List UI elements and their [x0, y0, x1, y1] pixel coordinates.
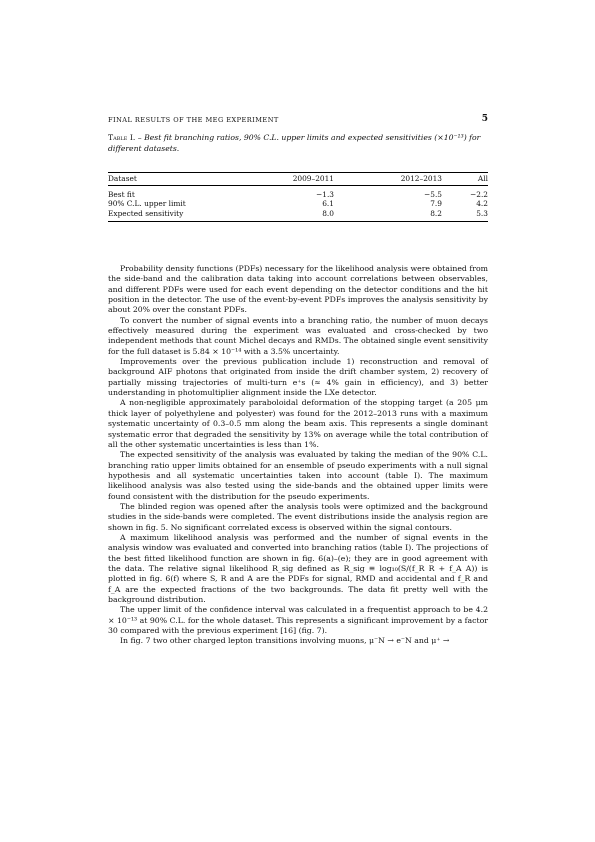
table-row	[108, 186, 488, 200]
table-cell: 8.0	[256, 209, 334, 222]
paragraph-branching-ratio: To convert the number of signal events into a branching ratio, the number of muon decays effectively measured during the experiment was evaluated and cross-checked by two independent methods that count Michel decays and RMDs. The obtained single event sensitivity for the full dataset is 5.84 × 10⁻¹⁴ with a 3.5% uncertainty.	[108, 315, 488, 356]
column-header-2012-2013: 2012–2013	[334, 173, 442, 186]
table-caption	[108, 132, 488, 154]
running-title: FINAL RESULTS OF THE MEG EXPERIMENT	[108, 116, 279, 124]
table-cell: 5.3	[442, 209, 488, 222]
table-caption-text: Best fit branching ratios, 90% C.L. upper limits and expected sensitivities (×10⁻¹³) for different datasets.	[108, 133, 481, 154]
row-label: Best fit	[108, 190, 135, 199]
table-row	[108, 199, 488, 208]
table-cell: −1.3	[316, 190, 334, 199]
column-header-2009-2011: 2009–2011	[256, 173, 334, 186]
paragraph-upper-limit: The upper limit of the confidence interval was calculated in a frequentist approach to be 4.2 × 10⁻¹³ at 90% C.L. for the whole dataset. This represents a significant improvement by a factor 30 compared with the previous experiment [16] (fig. 7).	[108, 605, 488, 636]
paragraph-blinded-region: The blinded region was opened after the analysis tools were optimized and the background studies in the side-bands were completed. The event distributions inside the analysis region are shown in fig. 5. No significant correlated excess is observed within the signal contours.	[108, 501, 488, 532]
table-caption-label: Table I. –	[108, 133, 142, 142]
row-label: Expected sensitivity	[108, 209, 256, 222]
column-header-all: All	[442, 173, 488, 186]
table-row	[108, 209, 488, 222]
page-number: 5	[481, 114, 488, 124]
column-header-dataset: Dataset	[108, 173, 256, 186]
paragraph-expected-sensitivity: The expected sensitivity of the analysis was evaluated by taking the median of the 90% C.L. branching ratio upper limits obtained for an ensemble of pseudo experiments with a null signal hypothesis and all systematic uncertainties taken into account (table I). The maximum likelihood analysis was also tested using the side-bands and the obtained upper limits were found consistent with the distribution for the pseudo experiments.	[108, 450, 488, 501]
table-header-row	[108, 173, 488, 186]
body-text	[108, 264, 488, 647]
table-cell: 8.2	[334, 209, 442, 222]
table-cell: 4.2	[476, 199, 488, 209]
paragraph-likelihood-analysis: A maximum likelihood analysis was performed and the number of signal events in the analysis window was evaluated and converted into branching ratios (table I). The projections of the best fitted likelihood function are shown in fig. 6(a)–(e); they are in good agreement with the data. The relative signal likelihood R_sig defined as R_sig ≡ log₁₀(S/(f_R R + f_A A)) is plotted in fig. 6(f) where S, R and A are the PDFs for signal, RMD and accidental and f_R and f_A are the expected fractions of the two backgrounds. The data fit pretty well with the background distribution.	[108, 532, 488, 604]
table-cell: 7.9	[430, 199, 442, 209]
table-cell: −2.2	[470, 190, 488, 199]
paragraph-pdfs: Probability density functions (PDFs) necessary for the likelihood analysis were obtained from the side-band and the calibration data taking into account correlations between observables, and different PDFs were used for each event depending on the detector conditions and the hit position in the detector. The use of the event-by-event PDFs improves the analysis sensitivity by about 20% over the constant PDFs.	[108, 264, 488, 315]
row-label: 90% C.L. upper limit	[108, 199, 186, 209]
results-table	[108, 172, 488, 222]
paragraph-other-transitions: In fig. 7 two other charged lepton transitions involving muons, μ⁻N → e⁻N and μ⁺ →	[120, 636, 450, 646]
table-cell: −5.5	[424, 190, 442, 199]
paragraph-target-deformation: A non-negligible approximately paraboloidal deformation of the stopping target (a 205 μm thick layer of polyethylene and polyester) was found for the 2012–2013 runs with a maximum systematic uncertainty of 0.3–0.5 mm along the beam axis. This represents a single dominant systematic error that degraded the sensitivity by 13% on average while the total contribution of all the other systematic uncertainties is less than 1%.	[108, 398, 488, 449]
table-cell: 6.1	[322, 199, 334, 209]
paragraph-improvements: Improvements over the previous publication include 1) reconstruction and removal of background AIF photons that originated from inside the drift chamber system, 2) recovery of partially missing trajectories of multi-turn e⁺s (≈ 4% gain in efficiency), and 3) better understanding in photomultiplier alignment inside the LXe detector.	[108, 357, 488, 398]
running-header	[108, 116, 488, 128]
